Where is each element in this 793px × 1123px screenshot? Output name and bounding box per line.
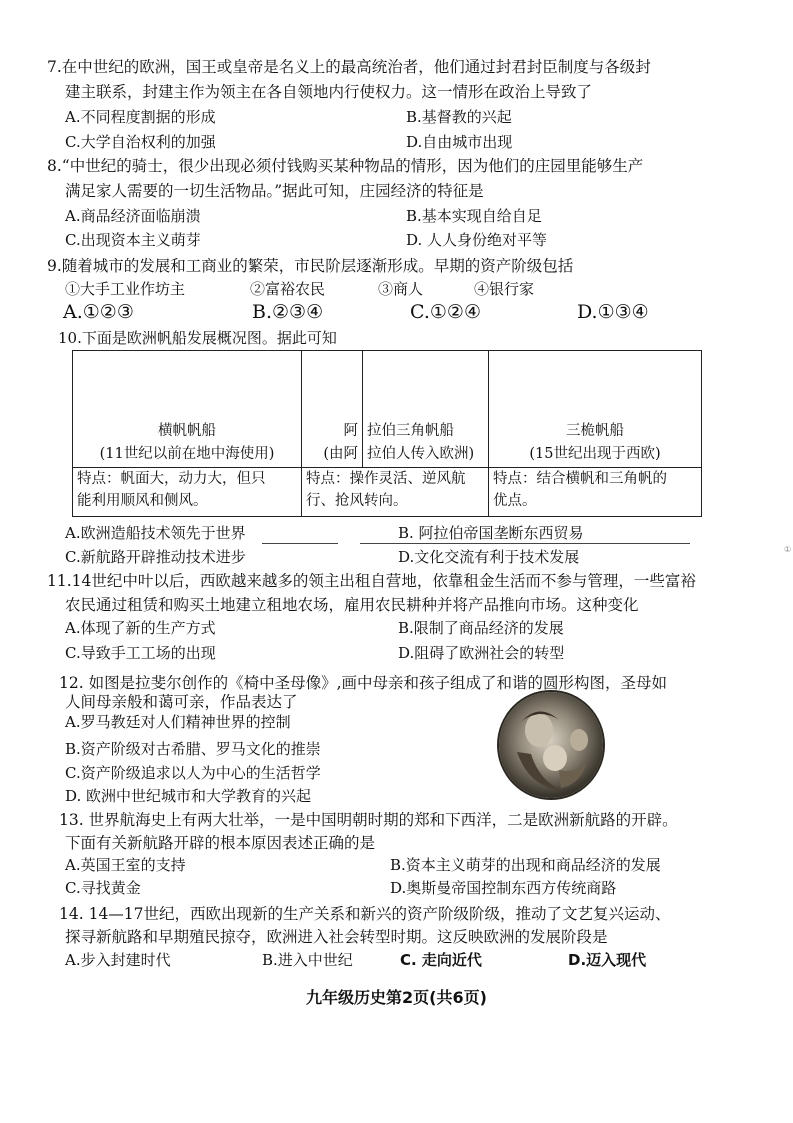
q14-option-d: D.迈入现代 (568, 951, 647, 969)
q13-stem-line2: 下面有关新航路开辟的根本原因表述正确的是 (65, 834, 376, 852)
sailing-ship-table (72, 350, 702, 517)
q11-option-c: C.导致手工工场的出现 (65, 644, 216, 662)
q12-option-d: D. 欧洲中世纪城市和大学教育的兴起 (65, 787, 312, 805)
q9-option-c: C.①②④ (410, 301, 481, 323)
q9-item-3: ③商人 (378, 280, 424, 298)
q8-option-d: D. 人人身份绝对平等 (406, 231, 548, 249)
q11-stem-line2: 农民通过租赁和购买土地建立租地农场，雇用农民耕种并将产品推向市场。这种变化 (65, 596, 639, 614)
q12-stem-line2: 人间母亲般和蔼可亲，作品表达了 (65, 693, 298, 711)
q7-option-d: D.自由城市出现 (406, 133, 513, 151)
q11-option-a: A.体现了新的生产方式 (65, 619, 216, 637)
ship-feature-three-mast (489, 468, 702, 517)
q8-option-b: B.基本实现自给自足 (406, 207, 542, 225)
q11-option-d: D.阻碍了欧洲社会的转型 (398, 644, 565, 662)
q7-option-a: A.不同程度割据的形成 (65, 108, 216, 126)
ship-name-arab-left: 阿 (343, 423, 358, 439)
q14-stem-line2: 探寻新航路和早期殖民掠夺，欧洲进入社会转型时期。这反映欧洲的发展阶段是 (65, 928, 608, 946)
q13-option-d: D.奥斯曼帝国控制东西方传统商路 (390, 879, 617, 897)
q14-option-c: C. 走向近代 (400, 951, 482, 969)
q12-option-a: A.罗马教廷对人们精神世界的控制 (65, 713, 291, 731)
q13-option-c: C.寻找黄金 (65, 879, 141, 897)
q12-stem-line1: 12. 如图是拉斐尔创作的《椅中圣母像》,画中母亲和孩子组成了和谐的圆形构图，圣母如 (59, 674, 668, 692)
q7-option-b: B.基督教的兴起 (406, 108, 512, 126)
feature-line: 特点：帆面大，动力大，但只 (77, 471, 266, 487)
q13-stem-line1: 13. 世界航海史上有两大壮举，一是中国明朝时期的郑和下西洋，二是欧洲新航路的开辟。 (59, 811, 678, 829)
q7-option-c: C.大学自治权利的加强 (65, 133, 216, 151)
ship-name-square-sail: 横帆帆船 (158, 423, 216, 439)
q9-option-b: B.②③④ (252, 301, 324, 323)
q9-option-a: A.①②③ (63, 301, 134, 323)
side-mark: ① (784, 545, 792, 554)
q10-stem: 10.下面是欧洲帆船发展概况图。据此可知 (58, 329, 337, 347)
ship-cell-three-mast (489, 351, 702, 468)
q8-option-a: A.商品经济面临崩溃 (65, 207, 201, 225)
q13-option-a: A.英国王室的支持 (65, 856, 186, 874)
q11-option-b: B.限制了商品经济的发展 (398, 619, 564, 637)
q9-item-4: ④银行家 (474, 280, 535, 298)
q9-item-2: ②富裕农民 (250, 280, 326, 298)
q7-stem-line2: 建主联系，封建主作为领主在各自领地内行使权力。这一情形在政治上导致了 (65, 83, 593, 101)
q12-option-c: C.资产阶级追求以人为中心的生活哲学 (65, 764, 321, 782)
ship-feature-square-sail (73, 468, 302, 517)
ship-cell-arab-left (302, 351, 363, 468)
ship-note-arab-left: (由阿 (323, 446, 358, 462)
ship-name-three-mast: 三桅帆船 (566, 423, 624, 439)
underline-rule (360, 543, 690, 544)
page-footer: 九年级历史第2页(共6页) (306, 988, 487, 1007)
q10-option-a: A.欧洲造船技术领先于世界 (65, 524, 246, 542)
underline-rule (262, 543, 338, 544)
q13-option-b: B.资本主义萌芽的出现和商品经济的发展 (390, 856, 661, 874)
madonna-della-seggiola-painting (499, 692, 603, 798)
feature-line: 特点：操作灵活、逆风航 (306, 471, 466, 487)
feature-line: 行、抢风转向。 (306, 493, 408, 509)
q9-option-d: D.①③④ (577, 301, 649, 323)
ship-note-three-mast: (15世纪出现于西欧) (529, 446, 661, 462)
ship-note-square-sail: (11世纪以前在地中海使用) (99, 446, 275, 462)
q14-stem-line1: 14. 14—17世纪，西欧出现新的生产关系和新兴的资产阶级阶级，推动了文艺复兴运动、 (59, 905, 671, 923)
ship-cell-arab-right (363, 351, 489, 468)
painting-figures (499, 692, 603, 798)
feature-line: 优点。 (493, 493, 537, 509)
q14-option-a: A.步入封建时代 (65, 951, 171, 969)
q8-stem-line1: 8.“中世纪的骑士，很少出现必须付钱购买某种物品的情形，因为他们的庄园里能够生产 (47, 157, 644, 175)
q12-option-b: B.资产阶级对古希腊、罗马文化的推崇 (65, 740, 321, 758)
feature-line: 特点：结合横帆和三角帆的 (493, 471, 667, 487)
ship-feature-arab (302, 468, 489, 517)
ship-cell-square-sail (73, 351, 302, 468)
q9-item-1: ①大手工业作坊主 (65, 280, 186, 298)
q11-stem-line1: 11.14世纪中叶以后，西欧越来越多的领主出租自营地，依靠租金生活而不参与管理，一些富裕 (47, 572, 696, 590)
q9-stem: 9.随着城市的发展和工商业的繁荣，市民阶层逐渐形成。早期的资产阶级包括 (47, 257, 574, 275)
ship-note-arab-right: 拉伯人传入欧洲) (367, 446, 475, 462)
q14-option-b: B.进入中世纪 (262, 951, 353, 969)
q10-option-c: C.新航路开辟推动技术进步 (65, 548, 246, 566)
ship-name-arab-right: 拉伯三角帆船 (367, 423, 454, 439)
q10-option-b: B. 阿拉伯帝国垄断东西贸易 (398, 524, 584, 542)
feature-line: 能利用顺风和侧风。 (77, 493, 208, 509)
q8-option-c: C.出现资本主义萌芽 (65, 231, 201, 249)
q8-stem-line2: 满足家人需要的一切生活物品。”据此可知，庄园经济的特征是 (65, 182, 484, 200)
q10-option-d: D.文化交流有利于技术发展 (398, 548, 580, 566)
q7-stem-line1: 7.在中世纪的欧洲，国王或皇帝是名义上的最高统治者，他们通过封君封臣制度与各级封 (47, 58, 651, 76)
